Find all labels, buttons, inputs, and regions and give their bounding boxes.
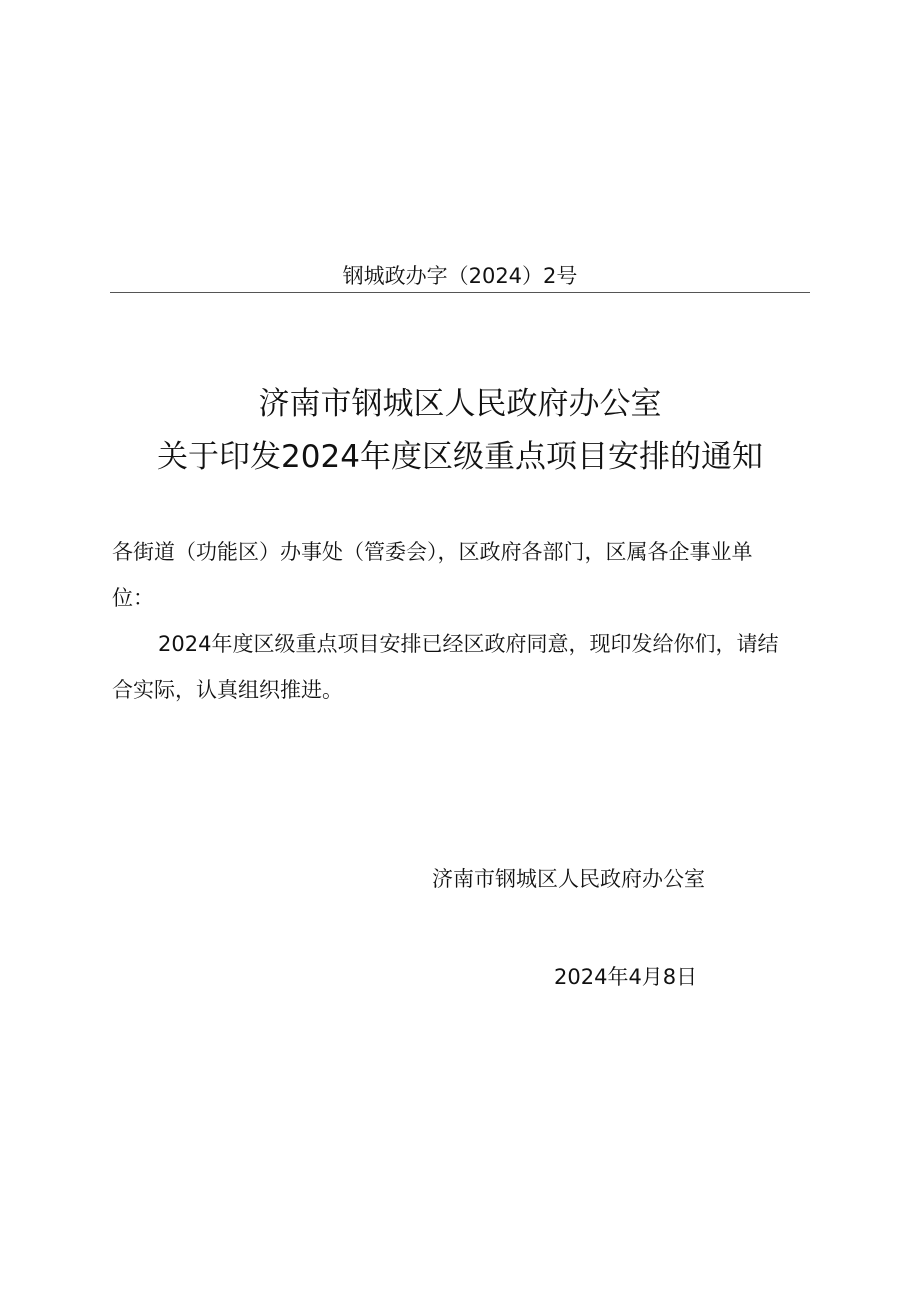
body-line-1: 2024年度区级重点项目安排已经区政府同意，现印发给你们，请结 [158,632,779,656]
title-line-2: 关于印发2024年度区级重点项目安排的通知 [157,439,763,475]
header-divider [110,292,810,293]
recipients-line-2: 位： [112,586,154,610]
issuer-signature: 济南市钢城区人民政府办公室 [432,867,705,891]
title-line-1: 济南市钢城区人民政府办公室 [258,386,662,422]
document-number: 钢城政办字（2024）2号 [342,264,578,288]
issue-date: 2024年4月8日 [554,965,698,989]
recipients-line-1: 各街道（功能区）办事处（管委会），区政府各部门，区属各企事业单 [112,540,753,564]
body-line-2: 合实际，认真组织推进。 [112,678,343,702]
